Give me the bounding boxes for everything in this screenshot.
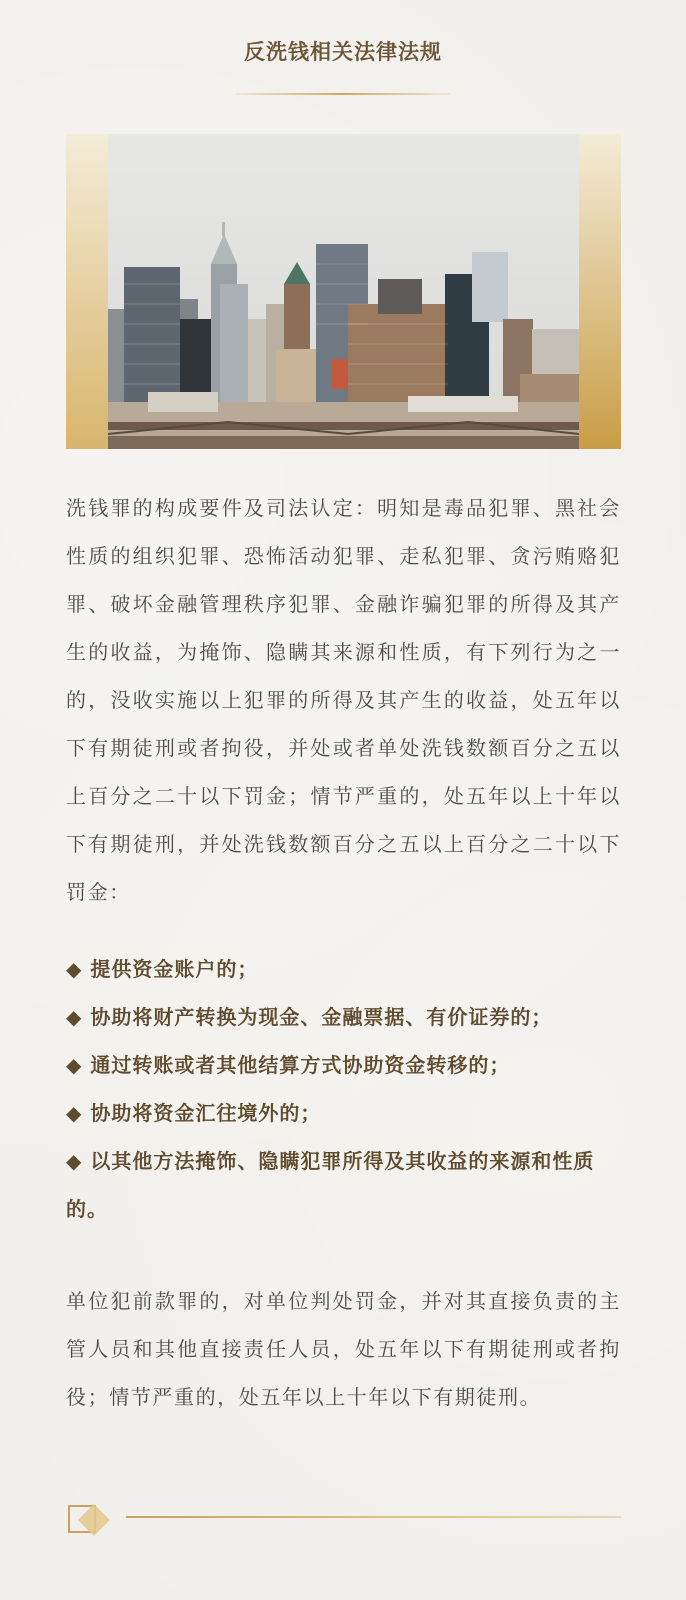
diamond-bullet-icon: ◆: [66, 1005, 83, 1029]
title-block: [0, 36, 686, 66]
list-item: ◆ 协助将资金汇往境外的；: [66, 1101, 322, 1125]
title-underline: [236, 93, 450, 95]
page-title: 反洗钱相关法律法规: [244, 40, 442, 64]
paragraph-money-laundering-definition: 洗钱罪的构成要件及司法认定：明知是毒品犯罪、黑社会性质的组织犯罪、恐怖活动犯罪、走私犯罪、贪污贿赂犯罪、破坏金融管理秩序犯罪、金融诈骗犯罪的所得及其产生的收益，为掩饰、隐瞒其来源和性质，有下列行为之一的，没收实施以上犯罪的所得及其产生的收益，处五年以下有期徒刑或者拘役，并处或者单处洗钱数额百分之五以上百分之二十以下罚金；情节严重的，处五年以上十年以下有期徒刑，并处洗钱数额百分之五以上百分之二十以下罚金：: [66, 496, 621, 904]
diamond-bullet-icon: ◆: [66, 957, 83, 981]
behavior-list: [66, 945, 621, 1233]
footer-divider: [126, 1516, 621, 1518]
paragraph-unit-crime: 单位犯前款罪的，对单位判处罚金，并对其直接负责的主管人员和其他直接责任人员，处五年以下有期徒刑或者拘役；情节严重的，处五年以上十年以下有期徒刑。: [66, 1289, 621, 1409]
city-skyline-photo: [108, 134, 579, 449]
diamond-bullet-icon: ◆: [66, 1053, 83, 1077]
list-item: ◆ 提供资金账户的；: [66, 957, 259, 981]
list-item: ◆ 以其他方法掩饰、隐瞒犯罪所得及其收益的来源和性质的。: [66, 1149, 595, 1221]
gold-square-diamond-icon: [66, 1500, 114, 1540]
list-item: ◆ 协助将财产转换为现金、金融票据、有价证券的；: [66, 1005, 553, 1029]
skyline-illustration: [108, 134, 579, 449]
diamond-bullet-icon: ◆: [66, 1149, 83, 1173]
list-item: ◆ 通过转账或者其他结算方式协助资金转移的；: [66, 1053, 511, 1077]
diamond-bullet-icon: ◆: [66, 1101, 83, 1125]
